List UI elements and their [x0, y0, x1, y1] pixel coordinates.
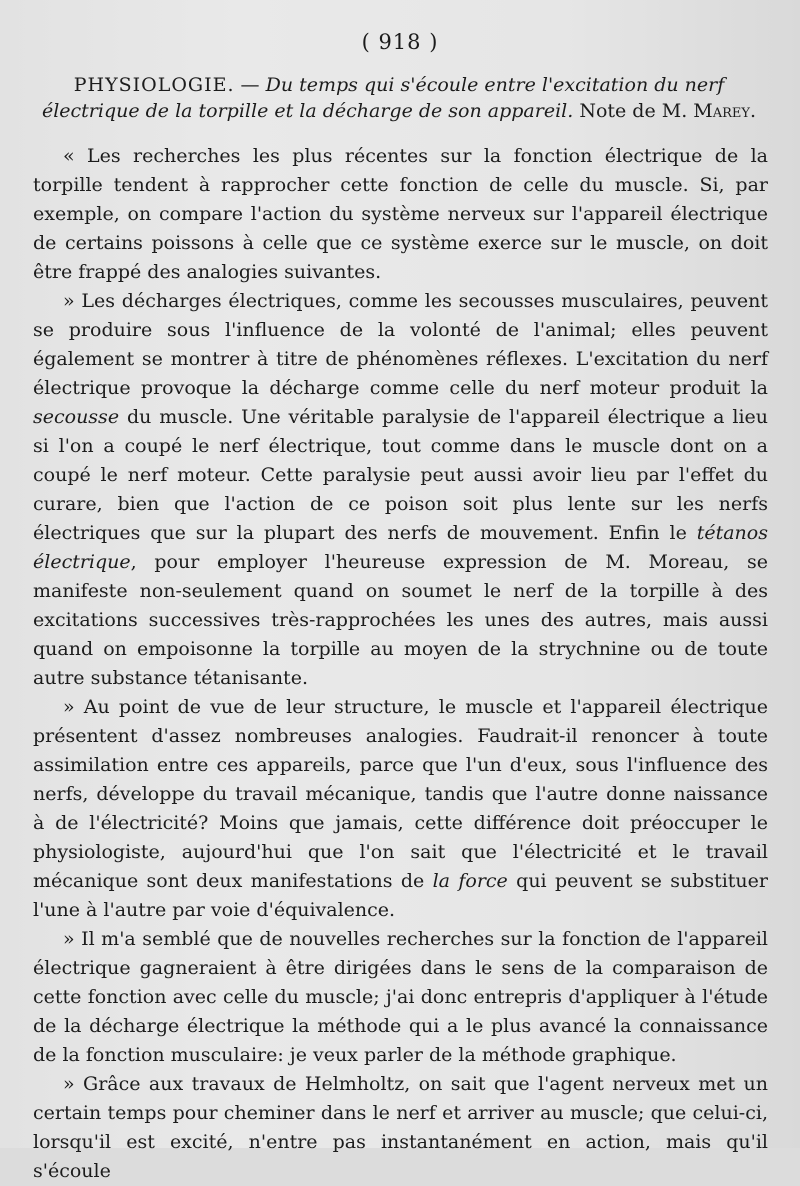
heading-end: .	[750, 100, 757, 122]
paragraph-text: » Il m'a semblé que de nouvelles recherches sur la fonction de l'appareil électrique gagneraient à être dirigées dans le sens de la comparaison de cette fonction avec celle du muscle; j'ai donc entrepris d'appliquer à l'étude de la décharge électrique la méthode qui a le plus avancé la connaissance de la fonction musculaire: je veux parler de la méthode graphique.	[33, 928, 768, 1066]
body-paragraph	[33, 142, 768, 287]
page-number: ( 918 )	[361, 30, 439, 54]
article-title: Du temps qui s'écoule entre l'excitation du nerf électrique de la torpille et la décharge de son appareil.	[41, 74, 725, 122]
article-body	[33, 142, 768, 1186]
note-prefix: Note de	[573, 100, 662, 122]
body-paragraph	[33, 287, 768, 693]
author-name: M. Marey	[661, 100, 750, 122]
paragraph-text: qui peuvent se substituer l'une à l'autre par voie d'équivalence.	[33, 870, 768, 921]
heading-dash: —	[234, 74, 266, 96]
italic-text: la force	[432, 870, 508, 892]
paragraph-text: » Grâce aux travaux de Helmholtz, on sait que l'agent nerveux met un certain temps pour cheminer dans le nerf et arriver au muscle; que celui-ci, lorsqu'il est excité, n'entre pas instantanément en action, mais qu'il s'écoule	[33, 1073, 768, 1182]
body-paragraph	[33, 925, 768, 1070]
paragraph-text: « Les recherches les plus récentes sur la fonction électrique de la torpille tendent à rapprocher cette fonction de celle du muscle. Si, par exemple, on compare l'action du système nerveux sur l'appareil électrique de certains poissons à celle que ce système exerce sur le muscle, on doit être frappé des analogies suivantes.	[33, 145, 768, 283]
body-paragraph	[33, 1070, 768, 1186]
paragraph-text: » Les décharges électriques, comme les secousses musculaires, peuvent se produire sous l'influence de la volonté de l'animal; elles peuvent également se montrer à titre de phénomènes réflexes. L'excitation du nerf électrique provoque la décharge comme celle du nerf moteur produit la	[33, 290, 768, 399]
paragraph-text: du muscle. Une véritable paralysie de l'appareil électrique a lieu si l'on a coupé le nerf électrique, tout comme dans le muscle dont on a coupé le nerf moteur. Cette paralysie peut aussi avoir lieu par l'effet du curare, bien que l'action de ce poison soit plus lente sur les nerfs électriques que sur la plupart des nerfs de mouvement. Enfin le	[33, 406, 768, 544]
section-category: PHYSIOLOGIE.	[73, 74, 235, 96]
body-paragraph	[33, 693, 768, 925]
paragraph-text: » Au point de vue de leur structure, le muscle et l'appareil électrique présentent d'assez nombreuses analogies. Faudrait-il renoncer à toute assimilation entre ces appareils, parce que l'un d'eux, sous l'influence des nerfs, développe du travail mécanique, tandis que l'autre donne naissance à de l'électricité? Moins que jamais, cette différence doit préoccuper le physiologiste, aujourd'hui que l'on sait que l'électricité et le travail mécanique sont deux manifestations de	[33, 696, 768, 892]
italic-text: secousse	[33, 406, 120, 428]
article-heading	[34, 72, 764, 124]
italic-text: tétanos électrique	[33, 522, 768, 573]
paragraph-text: , pour employer l'heureuse expression de M. Moreau, se manifeste non-seulement quand on soumet le nerf de la torpille à des excitations successives très-rapprochées les unes des autres, mais aussi quand on empoisonne la torpille au moyen de la strychnine ou de toute autre substance tétanisante.	[33, 551, 768, 689]
